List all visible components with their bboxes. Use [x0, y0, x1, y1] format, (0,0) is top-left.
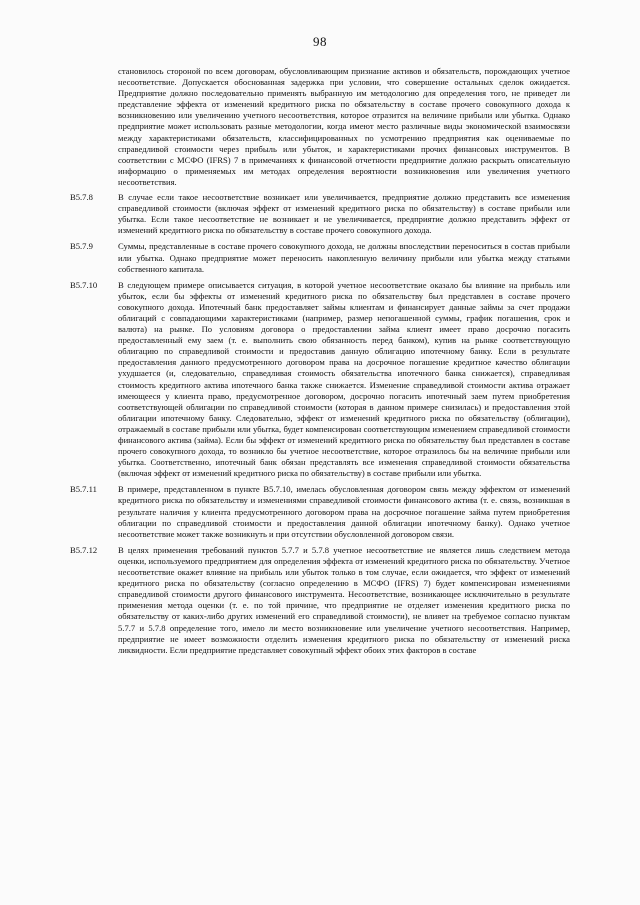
paragraph-number: B5.7.12 — [70, 544, 98, 555]
paragraph-text: В следующем примере описывается ситуация, в которой учетное несоответствие оказало бы влияние на прибыль или убыток, если бы эффекты от изменений кредитного риска по обязательству был представлен в составе прочего совокупного дохода. Ипотечный банк предоставляет займы клиентам и финансирует данные займы за счет продажи облигаций с совпадающими характеристиками (например, размер непогашенной суммы, график погашения, срок и валюта) на рынке. По условиям договора о предоставлении займа клиент имеет право досрочно погасить предоставленный ему заем (т. е. выполнить свою обязанность перед банком), купив на рынке соответствующую облигацию по справедливой стоимости и предоставив данную облигацию ипотечному банку. Если в результате предоставления данного предусмотренного договором права на досрочное погашение кредитное качество облигации ухудшается (и, следовательно, справедливая стоимость обязательства ипотечного банка снижается), справедливая стоимость кредитного актива ипотечного банка также снижается. Изменение справедливой стоимости актива отражает имеющееся у клиента право, предусмотренное договором, досрочно погасить ипотечный заем путем приобретения соответствующей облигации по справедливой стоимости (которая в данном примере снизилась) и предоставления этой облигации ипотечному банку. Следовательно, эффект от изменений кредитного риска по обязательству (облигации), отражаемый в составе прибыли или убытка, будет компенсирован соответствующим изменением справедливой стоимости финансового актива (займа). Если бы эффект от изменений кредитного риска по обязательству был представлен в составе прочего совокупного дохода, то возникло бы учетное несоответствие, которое отразилось бы на величине прибыли или убытка. Соответственно, ипотечный банк обязан представлять все изменения справедливой стоимости обязательства (включая эффект от изменений кредитного риска по обязательству) в составе прибыли или убытка. — [118, 279, 570, 479]
paragraph-b5-7-8 — [70, 192, 570, 236]
paragraph-text: В случае если такое несоответствие возникает или увеличивается, предприятие должно представить все изменения справедливой стоимости (включая эффект от изменений кредитного риска по обязательству) в составе прибыли или убытка. Если такое несоответствие не возникает и не увеличивается, предприятие должно представить эффект от изменений кредитного риска по обязательству в составе прочего совокупного дохода. — [118, 192, 570, 236]
page-number: 98 — [313, 34, 327, 49]
paragraph-number: B5.7.9 — [70, 241, 93, 252]
document-body — [70, 66, 570, 661]
intro-paragraph: становилось стороной по всем договорам, обусловливающим признание активов и обязательств, порождающих учетное несоответствие. Допускается обоснованная задержка при условии, что совершение остальных сделок ожидается. Предприятие должно последовательно применять выбранную им методологию для определения того, не приведет ли представление эффекта от изменений кредитного риска по обязательству в составе прочего совокупного дохода к возникновению или увеличению учетного несоответствия, которое отразится на величине прибыли или убытка. Однако предприятие может использовать разные методологии, когда имеют место различные виды экономической взаимосвязи между характеристиками обязательств, классифицированных по усмотрению предприятия как оцениваемые по справедливой стоимости через прибыль или убыток, и характеристиками прочих финансовых инструментов. В соответствии с МСФО (IFRS) 7 в примечаниях к финансовой отчетности предприятие должно раскрыть описательную информацию о применяемых им методах определения вероятности возникновения или увеличения учетного несоответствия. — [118, 66, 570, 187]
paragraph-b5-7-12 — [70, 545, 570, 656]
paragraph-number: B5.7.11 — [70, 484, 97, 495]
paragraph-b5-7-11 — [70, 484, 570, 539]
paragraph-number: B5.7.10 — [70, 279, 98, 290]
paragraph-text: В примере, представленном в пункте B5.7.10, имелась обусловленная договором связь между эффектом от изменений кредитного риска по обязательству и изменениями справедливой стоимости финансового актива (т. е. связь, возникшая в результате наличия у клиента предусмотренного договором права на досрочное погашение займа путем приобретения облигации по справедливой стоимости и предоставления данной облигации ипотечному банку). Однако учетное несоответствие может также возникнуть и при отсутствии обусловленной договором связи. — [118, 484, 570, 539]
paragraph-number: B5.7.8 — [70, 192, 93, 203]
paragraph-b5-7-10 — [70, 280, 570, 480]
paragraph-text: В целях применения требований пунктов 5.7.7 и 5.7.8 учетное несоответствие не является лишь следствием метода оценки, используемого предприятием для определения эффекта от изменений кредитного риска по обязательству. Учетное несоответствие окажет влияние на прибыль или убыток только в том случае, если ожидается, что эффект от изменений кредитного риска по обязательству (согласно определению в МСФО (IFRS) 7) будет компенсирован изменениями справедливой стоимости другого финансового инструмента. Несоответствие, возникающее исключительно в результате применения метода оценки (т. е. по той причине, что предприятие не отделяет изменения кредитного риска по обязательству от каких-либо других изменений его справедливой стоимости), не влияет на требуемое согласно пунктам 5.7.7 и 5.7.8 определение того, имело ли место возникновение или увеличение учетного несоответствия. Например, предприятие не имеет возможности отделить изменения кредитного риска по обязательству от изменений риска ликвидности. Если предприятие представляет совокупный эффект обоих этих факторов в составе — [118, 544, 570, 655]
paragraph-text: Суммы, представленные в составе прочего совокупного дохода, не должны впоследствии переноситься в состав прибыли или убытка. Однако предприятие может переносить накопленную величину прибыли или убытка между статьями собственного капитала. — [118, 241, 570, 274]
paragraph-b5-7-9 — [70, 241, 570, 274]
